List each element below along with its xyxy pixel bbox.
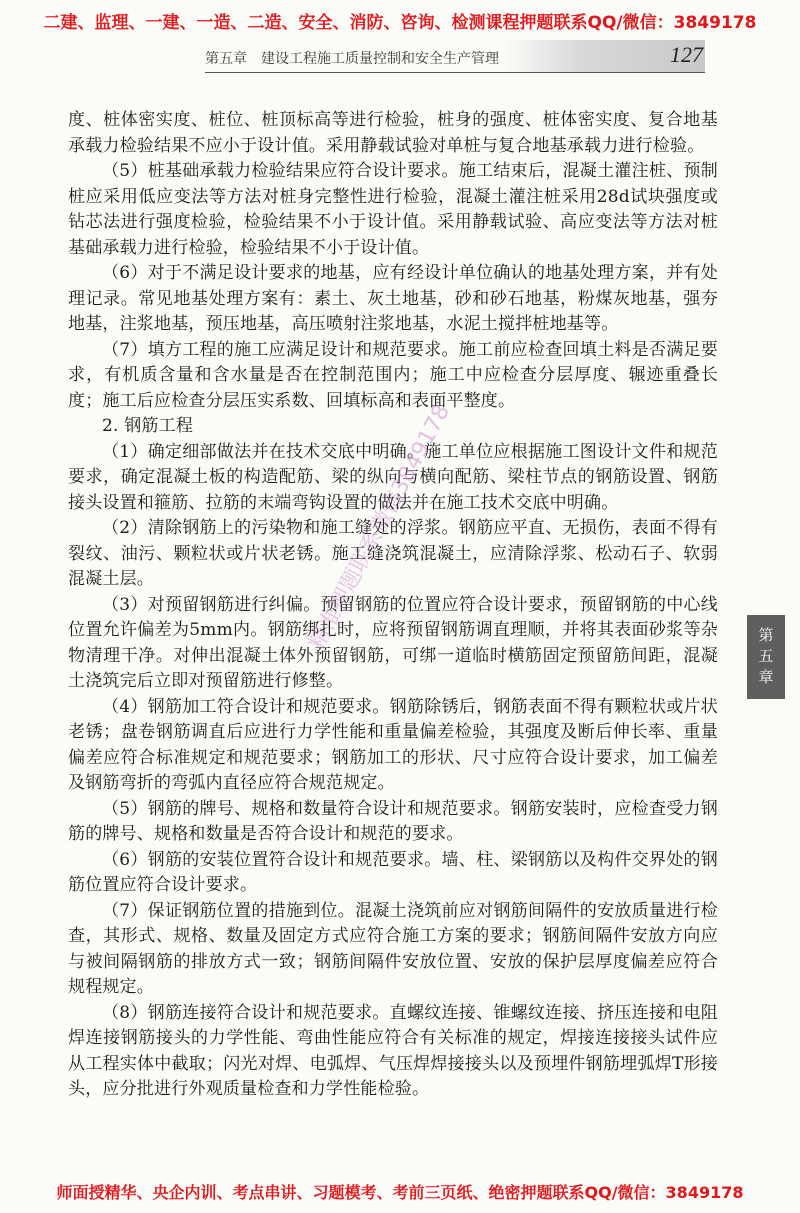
paragraph: 度、桩体密实度、桩位、桩顶标高等进行检验，桩身的强度、桩体密实度、复合地基承载力检验结果不应小于设计值。采用静载试验对单桩与复合地基承载力进行检验。 (68, 110, 718, 156)
paragraph: （5）钢筋的牌号、规格和数量符合设计和规范要求。钢筋安装时，应检查受力钢筋的牌号、规格和数量是否符合设计和规范的要求。 (68, 798, 718, 844)
body-text (68, 108, 718, 1103)
top-banner: 二建、监理、一建、一造、二造、安全、消防、咨询、检测课程押题联系QQ/微信：3849178 (43, 13, 757, 33)
paragraph: （7）填方工程的施工应满足设计和规范要求。施工前应检查回填土料是否满足要求，有机质含量和含水量是否在控制范围内；施工中应检查分层厚度、辗迹重叠长度；施工后应检查分层压实系数、回填标高和表面平整度。 (68, 339, 718, 411)
paragraph: （6）对于不满足设计要求的地基，应有经设计单位确认的地基处理方案，并有处理记录。常见地基处理方案有：素土、灰土地基，砂和砂石地基，粉煤灰地基，强夯地基，注浆地基，预压地基，高压喷射注浆地基，水泥土搅拌桩地基等。 (68, 263, 718, 334)
paragraph: （3）对预留钢筋进行纠偏。预留钢筋的位置应符合设计要求，预留钢筋的中心线位置允许偏差为5mm内。钢筋绑扎时，应将预留钢筋调直理顺，并将其表面砂浆等杂物清理干净。对伸出混凝土体外预留钢筋，可绑一道临时横筋固定预留筋间距，混凝土浇筑完后立即对预留筋进行修整。 (68, 594, 718, 691)
paragraph: （6）钢筋的安装位置符合设计和规范要求。墙、柱、梁钢筋以及构件交界处的钢筋位置应符合设计要求。 (68, 849, 718, 895)
chapter-tab (747, 615, 785, 699)
watermark: 精准押题联系微信3849178 (304, 400, 456, 655)
page-number: 127 (670, 42, 703, 67)
page-header (205, 40, 705, 73)
bottom-banner: 师面授精华、央企内训、考点串讲、习题模考、考前三页纸、绝密押题联系QQ/微信：3849178 (56, 1183, 744, 1202)
section-heading: 2. 钢筋工程 (102, 416, 194, 436)
paragraph: （5）桩基础承载力检验结果应符合设计要求。施工结束后，混凝土灌注桩、预制桩应采用低应变法等方法对桩身完整性进行检验，混凝土灌注桩采用28d试块强度或钻芯法进行强度检验，检验结果不小于设计值。采用静载试验、高应变法等方法对桩基础承载力进行检验，检验结果不小于设计值。 (68, 161, 718, 258)
paragraph: （7）保证钢筋位置的措施到位。混凝土浇筑前应对钢筋间隔件的安放质量进行检查，其形式、规格、数量及固定方式应符合施工方案的要求；钢筋间隔件安放方向应与被间隔钢筋的排放方式一致；钢筋间隔件安放位置、安放的保护层厚度偏差应符合规程规定。 (68, 900, 718, 997)
chapter-title: 第五章 建设工程施工质量控制和安全生产管理 (205, 51, 499, 67)
paragraph: （2）清除钢筋上的污染物和施工缝处的浮浆。钢筋应平直、无损伤，表面不得有裂纹、油污、颗粒状或片状老锈。施工缝浇筑混凝土，应清除浮浆、松动石子、软弱混凝土层。 (68, 518, 718, 589)
paragraph: （8）钢筋连接符合设计和规范要求。直螺纹连接、锥螺纹连接、挤压连接和电阻焊连接钢筋接头的力学性能、弯曲性能应符合有关标准的规定，焊接连接接头试件应从工程实体中截取；闪光对焊、电弧焊、气压焊焊接接头以及预埋件钢筋埋弧焊T形接头，应分批进行外观质量检查和力学性能检验。 (68, 1002, 718, 1099)
paragraph: （4）钢筋加工符合设计和规范要求。钢筋除锈后，钢筋表面不得有颗粒状或片状老锈；盘卷钢筋调直后应进行力学性能和重量偏差检验，其强度及断后伸长率、重量偏差应符合标准规定和规范要求；钢筋加工的形状、尺寸应符合设计要求，加工偏差及钢筋弯折的弯弧内直径应符合规范规定。 (68, 696, 718, 793)
chapter-tab-label: 第五章 (758, 626, 774, 686)
paragraph: （1）确定细部做法并在技术交底中明确。施工单位应根据施工图设计文件和规范要求，确定混凝土板的构造配筋、梁的纵向与横向配筋、梁柱节点的钢筋设置、钢筋接头设置和箍筋、拉筋的末端弯钩设置的做法并在施工技术交底中明确。 (68, 441, 718, 513)
